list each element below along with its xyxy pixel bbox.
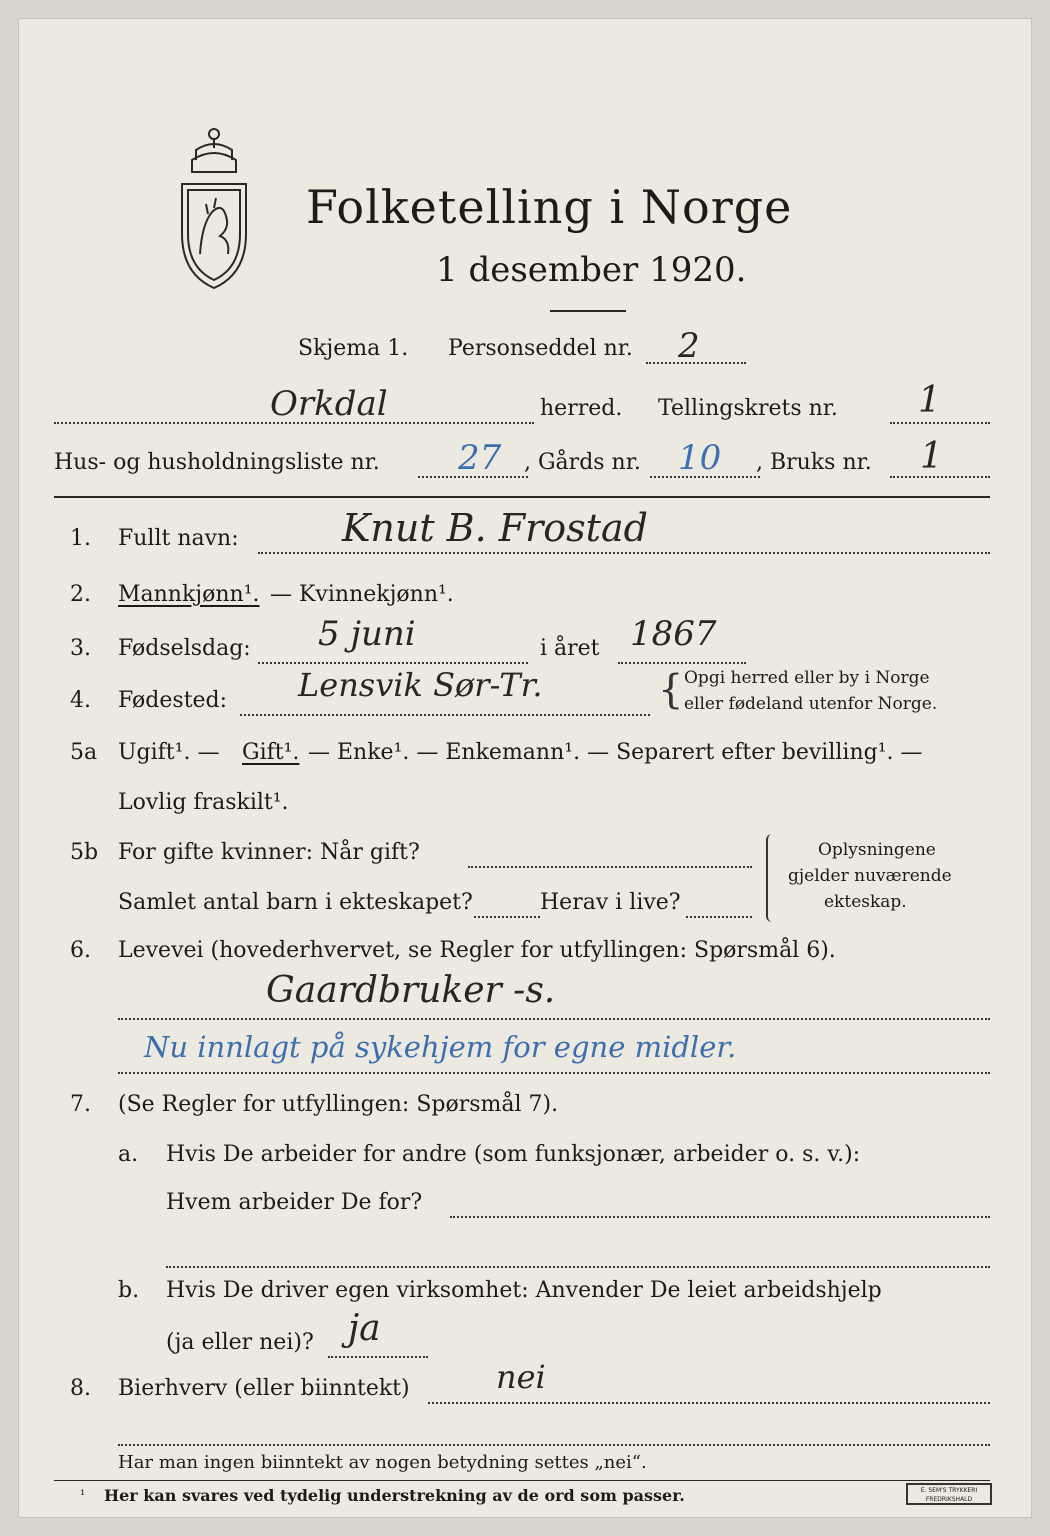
q7b-label: Hvis De driver egen virksomhet: Anvender De leiet arbeidshjelp — [166, 1278, 882, 1303]
q5a-number: 5a — [70, 740, 98, 765]
occupation-note[interactable]: Nu innlagt på sykehjem for egne midler. — [144, 1030, 737, 1064]
married-when-label: For gifte kvinner: Når gift? — [118, 840, 420, 865]
full-name-label: Fullt navn: — [118, 526, 239, 551]
q1-number: 1. — [70, 526, 91, 551]
form-title: Folketelling i Norge — [306, 180, 793, 234]
bruks-label: , Bruks nr. — [756, 450, 872, 475]
marital-others[interactable]: — Enke¹. — Enkemann¹. — Separert efter bevilling¹. — — [308, 740, 923, 765]
tellingskrets-label: Tellingskrets nr. — [658, 396, 838, 421]
full-name-value[interactable]: Knut B. Frostad — [342, 506, 648, 550]
children-total-label: Samlet antal barn i ekteskapet? — [118, 890, 473, 915]
birthday-label: Fødselsdag: — [118, 636, 251, 661]
hired-help-value[interactable]: ja — [348, 1308, 381, 1349]
birth-year-label: i året — [540, 636, 600, 661]
hired-help-label: (ja eller nei)? — [166, 1330, 314, 1355]
birth-year-value[interactable]: 1867 — [630, 614, 717, 654]
q3-number: 3. — [70, 636, 91, 661]
printer-stamp: E. SEM'S TRYKKERI FREDRIKSHALD — [906, 1483, 992, 1505]
birthplace-label: Fødested: — [118, 688, 228, 713]
tellingskrets-value[interactable]: 1 — [918, 380, 941, 421]
husliste-value[interactable]: 27 — [458, 438, 502, 478]
husliste-label: Hus- og husholdningsliste nr. — [54, 450, 380, 475]
q7-label: (Se Regler for utfyllingen: Spørsmål 7). — [118, 1092, 559, 1117]
herred-label: herred. — [540, 396, 623, 421]
census-form: Folketelling i Norge 1 desember 1920. Skjema 1. Personseddel nr. 2 Orkdal herred. Tellingskrets nr. 1 Hus- og husholdningsliste nr. 27 , Gårds nr. 10 , Bruks nr. 1 1. Fullt navn: Knut B. Frostad 2. Mannkjønn¹. — Kvinnekjønn¹. 3. Fødselsdag: 5 juni i året 1867 4. Fødested: Lensvik Sør-Tr. { Opgi herred eller by i Norge eller fødeland utenfor Norge. 5a Ugift¹. — Gift¹. — Enke¹. — Enkemann¹. — Separert efter bevilling¹. — Lovlig fraskilt¹. 5b For gifte kvinner: Når gift? Samlet antal barn i ekteskapet? Herav i live? Oplysningene gjelder nuværende ekteskap. 6. Levevei (hovederhvervet, se Regler for utfyllingen: Spørsmål 6). Gaardbruker -s. Nu innlagt på sykehjem for egne midler. 7. (Se Regler for utfyllingen: Spørsmål 7). a. Hvis De arbeider for andre (som funksjonær, arbeider o. s. v.): Hvem arbeider De for? b. Hvis De driver egen virksomhet: Anvender De leiet arbeidshjelp (ja eller nei)? ja 8. Bierhverv (eller biinntekt) nei Har man ingen biinntekt av nogen betydning settes „nei“. ¹ Her kan svares ved tydelig understrekning av de ord som passer. E. SEM'S TRYKKERI FREDRIKSHALD — [18, 18, 1032, 1518]
q7a-letter: a. — [118, 1142, 139, 1167]
q6-number: 6. — [70, 938, 91, 963]
marital-unmarried[interactable]: Ugift¹. — — [118, 740, 220, 765]
marriage-note-3: ekteskap. — [824, 892, 907, 912]
footnote-mark: ¹ — [80, 1488, 86, 1503]
marriage-note-2: gjelder nuværende — [788, 866, 952, 886]
children-alive-label: Herav i live? — [540, 890, 681, 915]
marital-divorced[interactable]: Lovlig fraskilt¹. — [118, 790, 289, 815]
income-note: Har man ingen biinntekt av nogen betydning settes „nei“. — [118, 1452, 647, 1473]
q8-number: 8. — [70, 1376, 91, 1401]
marital-married[interactable]: Gift¹. — [242, 740, 300, 765]
q7b-letter: b. — [118, 1278, 140, 1303]
gards-label: , Gårds nr. — [524, 450, 641, 475]
q4-number: 4. — [70, 688, 91, 713]
birthday-value[interactable]: 5 juni — [318, 614, 416, 654]
herred-value[interactable]: Orkdal — [270, 384, 388, 424]
q5b-number: 5b — [70, 840, 99, 865]
occupation-value[interactable]: Gaardbruker -s. — [266, 970, 556, 1011]
side-income-label: Bierhverv (eller biinntekt) — [118, 1376, 410, 1401]
schema-label: Skjema 1. — [298, 336, 409, 361]
birthplace-value[interactable]: Lensvik Sør-Tr. — [298, 666, 543, 704]
sex-male[interactable]: Mannkjønn¹. — [118, 582, 260, 607]
side-income-value[interactable]: nei — [496, 1358, 546, 1396]
employer-label: Hvem arbeider De for? — [166, 1190, 423, 1215]
q7a-label: Hvis De arbeider for andre (som funksjonær, arbeider o. s. v.): — [166, 1142, 861, 1167]
q2-number: 2. — [70, 582, 91, 607]
footnote-text: Her kan svares ved tydelig understrekning av de ord som passer. — [104, 1486, 685, 1505]
personseddel-label: Personseddel nr. — [448, 336, 633, 361]
birthplace-note-1: Opgi herred eller by i Norge — [684, 668, 930, 688]
q7-number: 7. — [70, 1092, 91, 1117]
marriage-note-1: Oplysningene — [818, 840, 936, 860]
birthplace-note-2: eller fødeland utenfor Norge. — [684, 694, 938, 714]
occupation-label: Levevei (hovederhvervet, se Regler for utfyllingen: Spørsmål 6). — [118, 938, 836, 963]
census-date: 1 desember 1920. — [436, 250, 747, 290]
bruks-value[interactable]: 1 — [920, 436, 943, 477]
sex-female[interactable]: — Kvinnekjønn¹. — [270, 582, 454, 607]
personseddel-value[interactable]: 2 — [678, 326, 700, 366]
coat-of-arms-icon — [174, 124, 254, 292]
gards-value[interactable]: 10 — [678, 438, 722, 478]
